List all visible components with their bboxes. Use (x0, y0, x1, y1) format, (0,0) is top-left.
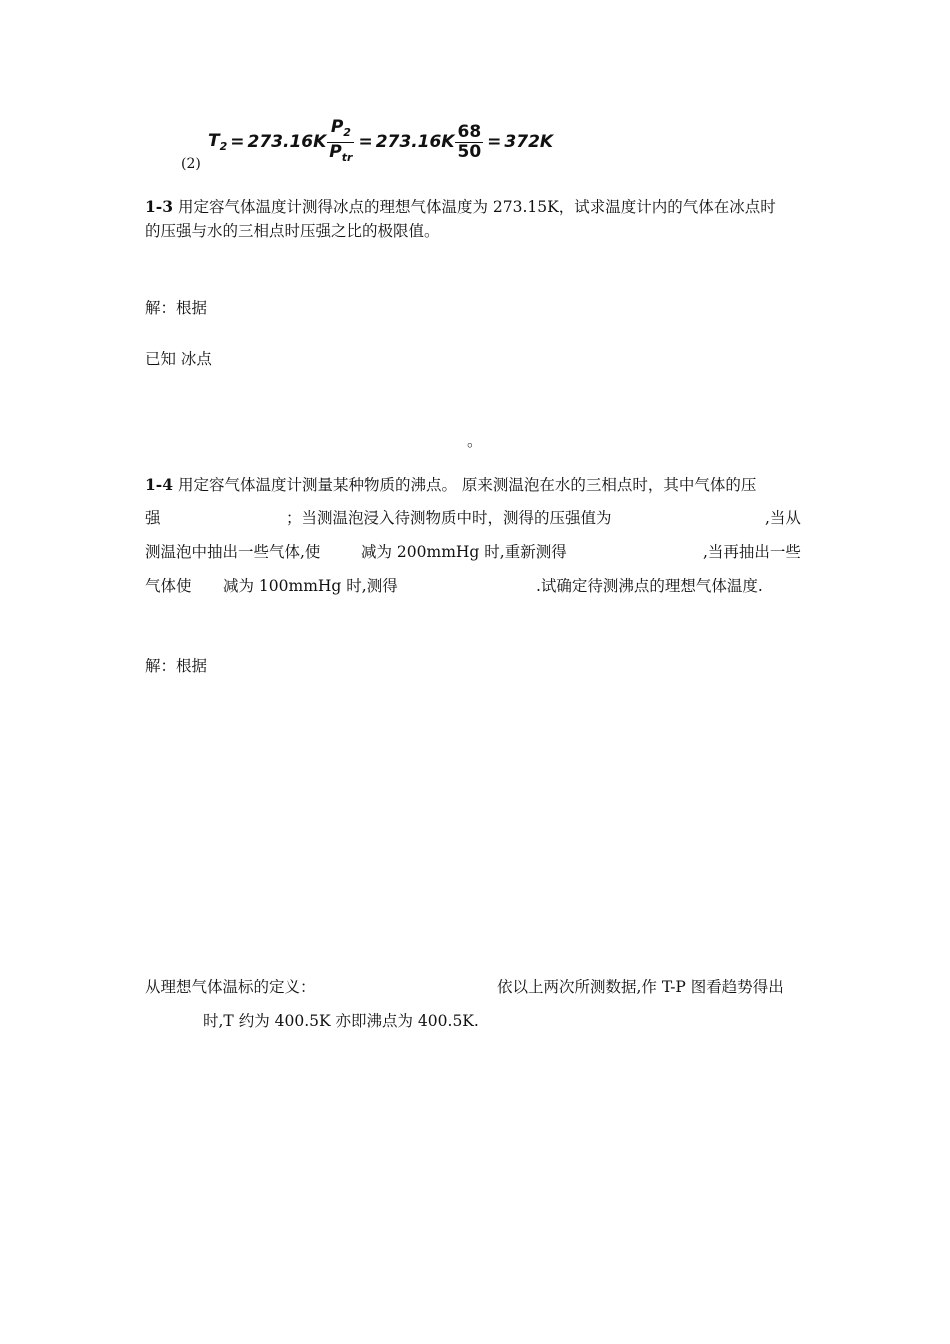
problem-1-3-period: 。 (467, 432, 483, 450)
problem-1-4-conclusion-a: 从理想气体温标的定义： (145, 978, 316, 996)
problem-1-3-line-2: 的压强与水的三相点时压强之比的极限值。 (145, 222, 440, 240)
equals-sign: = (358, 132, 373, 152)
equation-coefficient-1: 273.16K (247, 132, 327, 152)
problem-1-4-line-3b: 减为 200mmHg 时,重新测得 (361, 543, 567, 561)
problem-1-4-line-2b: ；当测温泡浸入待测物质中时，测得的压强值为 (286, 509, 612, 527)
problem-1-4-line-4a: 气体使 (145, 577, 192, 595)
problem-1-3-known: 已知 冰点 (145, 350, 212, 368)
problem-1-4-line-4b: 减为 100mmHg 时,测得 (223, 577, 398, 595)
problem-1-4-line-1: 1-4 用定容气体温度计测量某种物质的沸点。 原来测温泡在水的三相点时，其中气体的压 (145, 475, 757, 494)
equation-label: (2) (181, 156, 201, 172)
equation-formula (208, 116, 553, 168)
problem-1-4-line-2c: ,当从 (765, 509, 801, 527)
equals-sign: = (230, 132, 245, 152)
problem-1-4-line-2a: 强 (145, 509, 161, 527)
problem-number: 1-3 (145, 197, 174, 216)
equation-fraction-2: $\frac{68}{50}$ (457, 121, 482, 162)
problem-1-3-solution-label: 解：根据 (145, 299, 208, 317)
equation-result: 372K (504, 132, 554, 152)
problem-1-4-solution-label: 解：根据 (145, 657, 208, 675)
problem-1-3-line-1: 1-3 用定容气体温度计测得冰点的理想气体温度为 273.15K，试求温度计内的气体在冰点时 (145, 197, 776, 216)
equation-fraction-1: $\frac{P_2}{P_{tr}}$ (327, 118, 354, 167)
problem-1-4-conclusion-c: 时,T 约为 400.5K 亦即沸点为 400.5K. (203, 1012, 479, 1030)
problem-1-4-line-3c: ,当再抽出一些 (703, 543, 801, 561)
problem-1-4-line-3a: 测温泡中抽出一些气体,使 (145, 543, 321, 561)
problem-1-4-conclusion-b: 依以上两次所测数据,作 T-P 图看趋势得出 (497, 978, 784, 996)
equation-coefficient-2: 273.16K (375, 132, 455, 152)
problem-number: 1-4 (145, 475, 174, 494)
equation-lhs: $T_2$ (208, 131, 228, 153)
problem-1-4-line-4c: .试确定待测沸点的理想气体温度. (536, 577, 763, 595)
equals-sign: = (487, 132, 502, 152)
